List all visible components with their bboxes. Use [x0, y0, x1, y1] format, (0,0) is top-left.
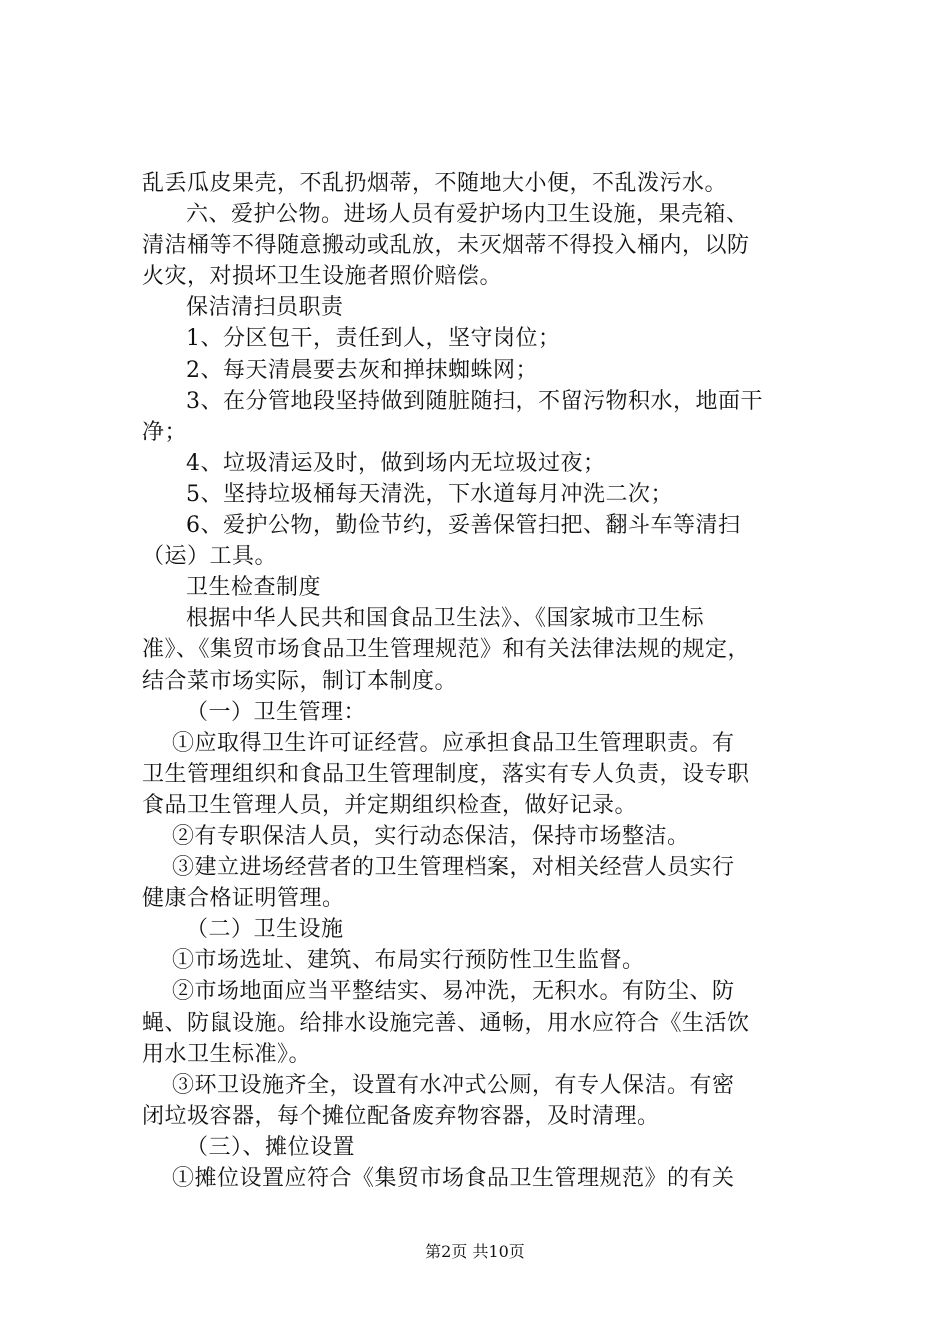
text-line: ①摊位设置应符合《集贸市场食品卫生管理规范》的有关 [172, 1166, 735, 1191]
section-heading: 卫生检查制度 [186, 575, 322, 601]
text-line: 健康合格证明管理。 [142, 886, 345, 912]
page-footer [0, 1242, 950, 1262]
text-line: 3、在分管地段坚持做到随脏随扫，不留污物积水，地面干 [186, 388, 763, 414]
text-line: ①市场选址、建筑、布局实行预防性卫生监督。 [172, 948, 645, 974]
text-line: ③建立进场经营者的卫生管理档案，对相关经营人员实行 [172, 855, 735, 881]
text-line: ②市场地面应当平整结实、易冲洗，无积水。有防尘、防 [172, 979, 735, 1005]
text-line: 5、坚持垃圾桶每天清洗，下水道每月冲洗二次； [186, 481, 673, 507]
text-line: 净； [142, 419, 188, 445]
text-line: 4、垃圾清运及时，做到场内无垃圾过夜； [186, 450, 606, 476]
subsection-heading: （二）卫生设施 [186, 917, 344, 943]
text-line: ②有专职保洁人员，实行动态保洁，保持市场整洁。 [172, 823, 690, 849]
text-line: （运）工具。 [142, 544, 278, 570]
text-line: 乱丢瓜皮果壳，不乱扔烟蒂，不随地大小便，不乱泼污水。 [142, 171, 728, 196]
text-line: 1、分区包干，责任到人，坚守岗位； [186, 326, 561, 352]
text-line: 结合菜市场实际，制订本制度。 [142, 668, 458, 694]
text-line: ①应取得卫生许可证经营。应承担食品卫生管理职责。有 [172, 730, 735, 756]
text-line: 6、爱护公物，勤俭节约，妥善保管扫把、翻斗车等清扫 [186, 513, 741, 539]
page-number-label: 第2页 共10页 [425, 1242, 525, 1261]
text-line: 卫生管理组织和食品卫生管理制度，落实有专人负责，设专职 [142, 761, 750, 787]
subsection-heading: （一）卫生管理： [186, 699, 367, 725]
document-body [142, 170, 842, 1196]
text-line: 食品卫生管理人员，并定期组织检查，做好记录。 [142, 792, 638, 818]
text-line: 根据中华人民共和国食品卫生法》、《国家城市卫生标 [186, 606, 705, 632]
section-heading: 保洁清扫员职责 [186, 295, 344, 321]
text-line: 用水卫生标准》。 [142, 1041, 312, 1067]
text-line: 准》、《集贸市场食品卫生管理规范》和有关法律法规的规定， [142, 637, 751, 663]
text-line: 六、爱护公物。进场人员有爱护场内卫生设施，果壳箱、 [186, 202, 749, 228]
text-line: ③环卫设施齐全，设置有水冲式公厕，有专人保洁。有密 [172, 1072, 735, 1098]
text-line: 火灾，对损坏卫生设施者照价赔偿。 [142, 264, 503, 290]
subsection-heading: （三）、摊位设置 [186, 1134, 356, 1160]
text-line: 闭垃圾容器，每个摊位配备废弃物容器，及时清理。 [142, 1103, 660, 1129]
text-line: 清洁桶等不得随意搬动或乱放，未灭烟蒂不得投入桶内，以防 [142, 233, 750, 259]
text-line: 蝇、防鼠设施。给排水设施完善、通畅，用水应符合《生活饮 [142, 1010, 750, 1036]
text-line: 2、每天清晨要去灰和掸抹蜘蛛网； [186, 357, 538, 383]
